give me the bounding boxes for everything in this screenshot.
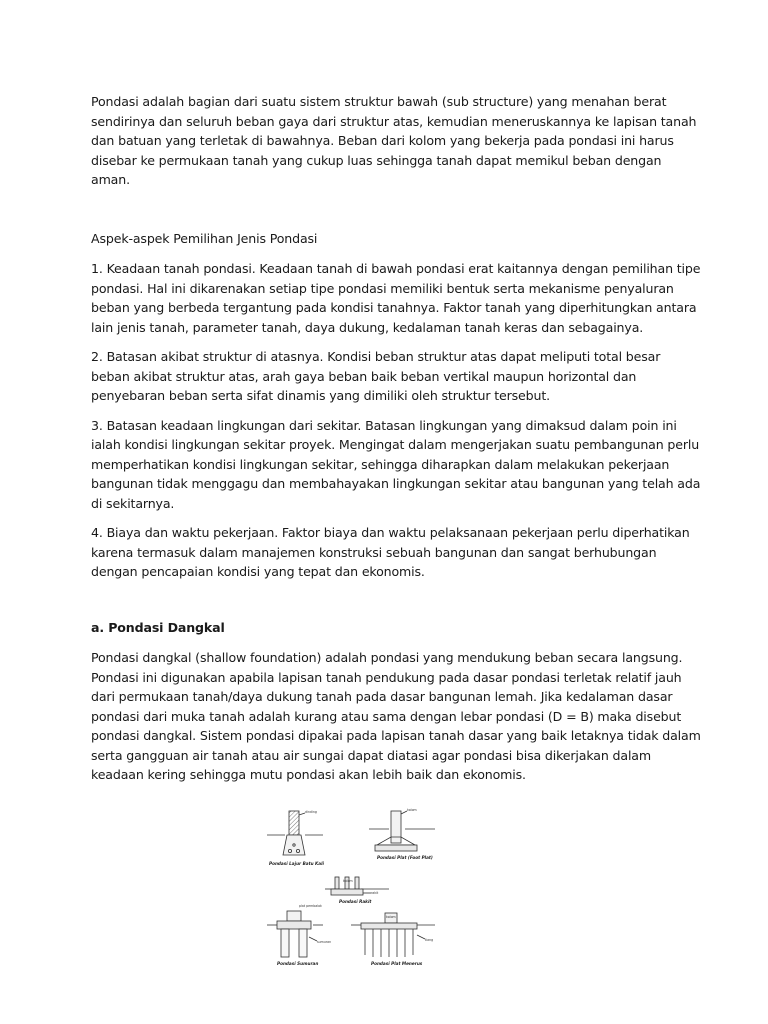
section-heading-pondasi-dangkal: a. Pondasi Dangkal: [91, 619, 225, 635]
aspect-paragraph-3: 3. Batasan keadaan lingkungan dari sekitar. Batasan lingkungan yang dimaksud dalam poin ini ialah kondisi lingkungan sekitar proyek. Mengingat dalam mengerjakan suatu pembangunan perlu memperhatikan kondisi lingkungan sekitar, sehingga diharapkan dalam melakukan pekerjaan bangunan tidak menggagu dan membahayakan lingkungan sekitar atau bangunan yang telah ada di sekitarnya.: [91, 417, 701, 511]
label-kolom-plat: kolom: [407, 807, 417, 812]
label-kolom-menerus: kolom: [386, 914, 396, 919]
pondasi-dangkal-paragraph: Pondasi dangkal (shallow foundation) adalah pondasi yang mendukung beban secara langsung. Pondasi ini digunakan apabila lapisan tanah pendukung pada dasar pondasi terletak relatif jauh dari permukaan tanah/daya dukung tanah pada dasar bangunan lemah. Jika kedalaman dasar pondasi dari muka tanah adalah kurang atau sama dengan lebar pondasi (D = B) maka disebut pondasi dangkal. Sistem pondasi dipakai pada lapisan tanah dasar yang baik letaknya tidak dalam serta gangguan air tanah atau air sungai dapat diatasi agar pondasi bisa dikerjakan dalam keadaan kering sehingga mutu pondasi akan lebih baik dan ekonomis.: [91, 650, 701, 782]
label-rakit: rakit: [371, 890, 379, 895]
aspect-paragraph-4: 4. Biaya dan waktu pekerjaan. Faktor biaya dan waktu pelaksanaan pekerjaan perlu diperhatikan karena termasuk dalam manajemen konstruksi sebuah bangunan dan sangat berhubungan dengan pencapaian kondisi yang tepat dan ekonomis.: [91, 525, 690, 579]
aspects-heading: Aspek-aspek Pemilihan Jenis Pondasi: [91, 230, 318, 246]
caption-pondasi-plat: Pondasi Plat (Foot Plat): [377, 854, 433, 860]
caption-pondasi-plat-menerus: Pondasi Plat Menerus: [371, 960, 423, 966]
label-sumuran: sumuran: [317, 939, 332, 944]
foundation-diagrams-illustration: [265, 807, 443, 979]
label-dinding: dinding: [305, 809, 317, 814]
aspect-paragraph-1: 1. Keadaan tanah pondasi. Keadaan tanah di bawah pondasi erat kaitannya dengan pemilihan tipe pondasi. Hal ini dikarenakan setiap tipe pondasi memiliki bentuk serta mekanisme penyaluran beban yang berbeda tergantung pada kondisi tanahnya. Faktor tanah yang diperhitungkan antara lain jenis tanah, parameter tanah, daya dukung, kedalaman tanah keras dan sebagainya.: [91, 261, 701, 335]
aspect-paragraph-2: 2. Batasan akibat struktur di atasnya. Kondisi beban struktur atas dapat meliputi total besar beban akibat struktur atas, arah gaya beban baik beban vertikal maupun horizontal dan penyebaran beban serta sifat dinamis yang dimiliki oleh struktur tersebut.: [91, 349, 661, 403]
caption-pondasi-lajur-batu-kali: Pondasi Lajur Batu Kali: [269, 860, 324, 866]
foundation-types-figure: [265, 807, 443, 979]
intro-paragraph: Pondasi adalah bagian dari suatu sistem struktur bawah (sub structure) yang menahan berat sendirinya dan seluruh beban gaya dari struktur atas, kemudian meneruskannya ke lapisan tanah dan batuan yang terletak di bawahnya. Beban dari kolom yang bekerja pada pondasi ini harus disebar ke permukaan tanah yang cukup luas sehingga tanah dapat memikul beban dengan aman.: [91, 94, 697, 187]
caption-pondasi-sumuran: Pondasi Sumuran: [277, 960, 319, 966]
label-tiang: tiang: [425, 937, 434, 942]
label-kolom-rakit: kolom: [343, 878, 353, 883]
label-plat-pembalok: plat pembalok: [299, 903, 322, 908]
caption-pondasi-rakit: Pondasi Rakit: [339, 898, 372, 904]
